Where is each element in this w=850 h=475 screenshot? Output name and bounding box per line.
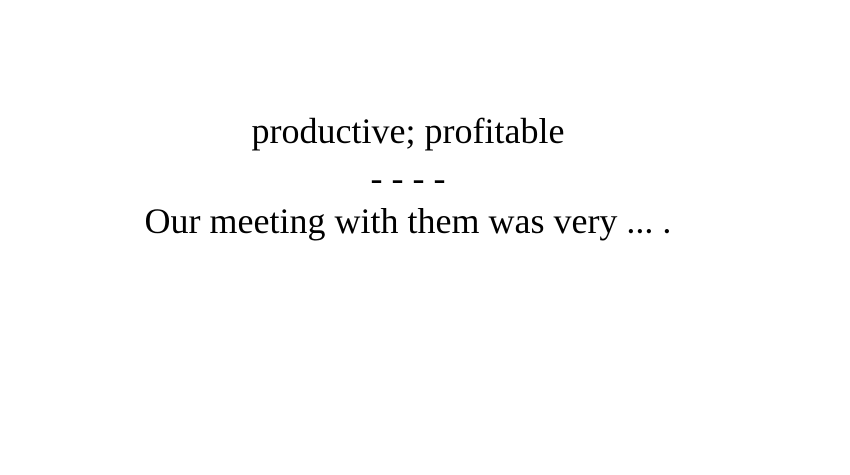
separator: - - - -	[370, 158, 446, 198]
prompt-sentence: Our meeting with them was very ... .	[144, 201, 672, 241]
answer-text: productive; profitable	[251, 111, 565, 151]
